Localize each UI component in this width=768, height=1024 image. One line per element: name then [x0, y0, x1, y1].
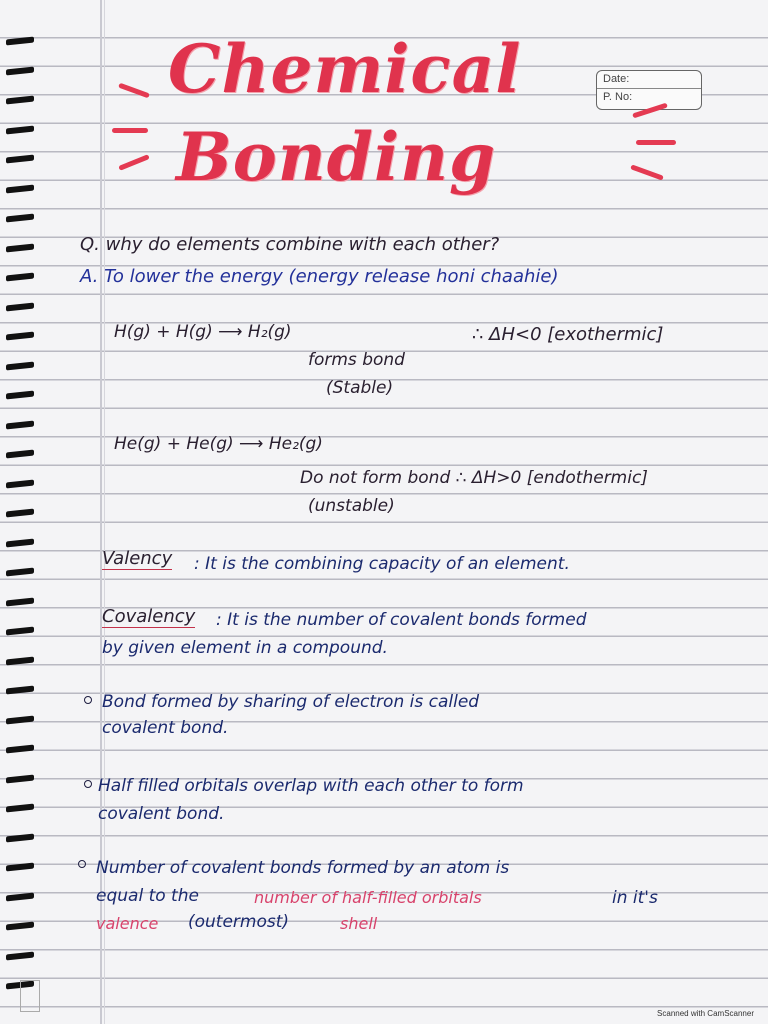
- bullet-2-line2: covalent bond.: [98, 804, 225, 824]
- bullet-3-highlight: number of half-filled orbitals: [254, 888, 482, 907]
- bullet-3-valence: valence: [96, 914, 159, 933]
- reaction-h2-stability: (Stable): [326, 378, 394, 398]
- valency-definition: : It is the combining capacity of an element.: [194, 554, 570, 574]
- reaction-he2-stability: (unstable): [308, 496, 395, 516]
- spiral-binding: [0, 0, 40, 1024]
- answer-text: A. To lower the energy (energy release honi chaahie): [80, 266, 559, 287]
- binding-hole: [6, 273, 34, 282]
- binding-hole: [6, 951, 34, 960]
- binding-hole: [6, 243, 34, 252]
- binding-hole: [6, 627, 34, 636]
- binding-hole: [6, 184, 34, 193]
- binding-hole: [6, 332, 34, 341]
- valency-term: Valency: [102, 548, 173, 569]
- binding-hole: [6, 509, 34, 518]
- bullet-1-line1: Bond formed by sharing of electron is called: [102, 692, 480, 712]
- binding-hole: [6, 125, 34, 134]
- reaction-h2-note: forms bond: [308, 350, 405, 370]
- covalency-definition-line2: by given element in a compound.: [102, 638, 388, 658]
- reaction-he2: He(g) + He(g) ⟶ He₂(g): [114, 434, 323, 454]
- page-mark: [20, 980, 40, 1012]
- binding-hole: [6, 361, 34, 370]
- date-label: Date:: [597, 71, 701, 89]
- binding-hole: [6, 833, 34, 842]
- bullet-3-outermost: (outermost): [188, 912, 290, 932]
- reaction-he2-condition: Do not form bond ∴ ΔH>0 [endothermic]: [300, 468, 648, 488]
- bullet-2-line1: Half filled orbitals overlap with each other to form: [98, 776, 524, 796]
- binding-hole: [6, 155, 34, 164]
- binding-hole: [6, 892, 34, 901]
- title-flair: [112, 128, 148, 133]
- binding-hole: [6, 863, 34, 872]
- title-flair: [118, 83, 150, 99]
- page-number-label: P. No:: [603, 91, 633, 103]
- bullet-3-line2a: equal to the: [96, 886, 199, 906]
- scanner-watermark: Scanned with CamScanner: [657, 1009, 754, 1018]
- binding-hole: [6, 420, 34, 429]
- covalency-definition-line1: : It is the number of covalent bonds formed: [216, 610, 587, 630]
- bullet-marker: [84, 696, 92, 704]
- title-flair: [636, 140, 676, 145]
- bullet-3-line1: Number of covalent bonds formed by an atom is: [96, 858, 510, 878]
- page-title-line1: Chemical: [168, 30, 522, 108]
- binding-hole: [6, 715, 34, 724]
- binding-hole: [6, 804, 34, 813]
- binding-hole: [6, 302, 34, 311]
- binding-hole: [6, 450, 34, 459]
- binding-hole: [6, 745, 34, 754]
- bullet-marker: [84, 780, 92, 788]
- reaction-h2-condition: ∴ ΔH<0 [exothermic]: [472, 324, 664, 345]
- binding-hole: [6, 214, 34, 223]
- binding-hole: [6, 96, 34, 105]
- question-text: Q. why do elements combine with each other?: [80, 234, 500, 255]
- covalency-term: Covalency: [102, 606, 196, 627]
- binding-hole: [6, 656, 34, 665]
- binding-hole: [6, 391, 34, 400]
- reaction-h2: H(g) + H(g) ⟶ H₂(g): [114, 322, 292, 342]
- binding-hole: [6, 597, 34, 606]
- date-page-box: [596, 70, 702, 110]
- bullet-3-line2c: in it's: [612, 888, 658, 908]
- binding-hole: [6, 538, 34, 547]
- binding-hole: [6, 774, 34, 783]
- binding-hole: [6, 568, 34, 577]
- title-flair: [630, 164, 664, 180]
- bullet-3-shell: shell: [340, 914, 378, 933]
- binding-hole: [6, 66, 34, 75]
- title-flair: [118, 154, 150, 171]
- bullet-marker: [78, 860, 86, 868]
- page-title-line2: Bonding: [176, 118, 497, 196]
- binding-hole: [6, 686, 34, 695]
- bullet-1-line2: covalent bond.: [102, 718, 229, 738]
- binding-hole: [6, 922, 34, 931]
- binding-hole: [6, 479, 34, 488]
- binding-hole: [6, 37, 34, 46]
